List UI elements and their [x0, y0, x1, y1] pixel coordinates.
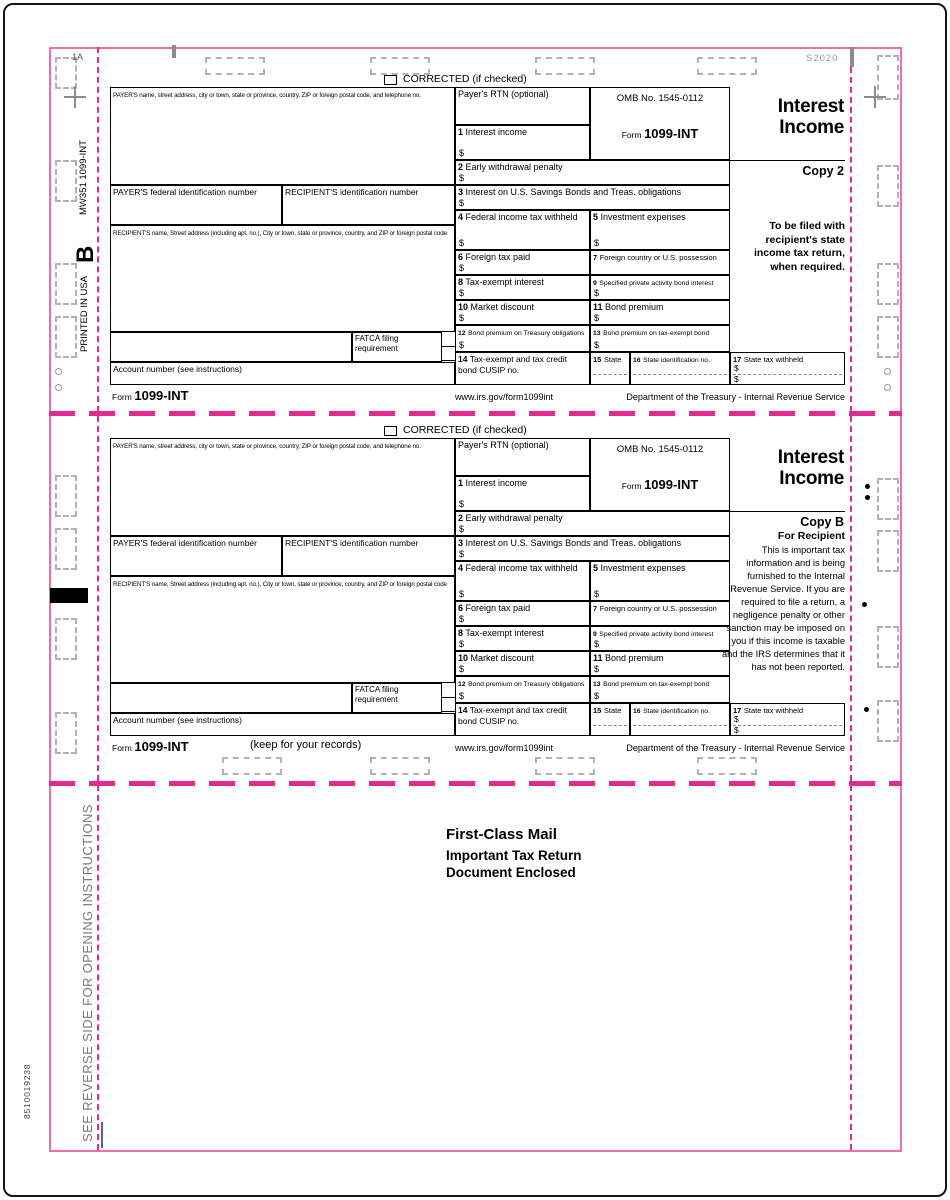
dollar-sign: $	[459, 548, 465, 559]
box-number: 16	[633, 708, 641, 715]
dollar-sign: $	[594, 663, 600, 674]
payer-name-label: PAYER'S name, street address, city or town, state or province, country, ZIP or foreign postal code, and telephone no.	[113, 443, 421, 450]
perforation-tab-mark	[877, 263, 899, 305]
box-1-interest-income	[455, 125, 590, 160]
box-label: State	[603, 706, 622, 715]
stub-product-code: MW351 1099-INT	[78, 140, 89, 215]
mailer-text-block	[446, 826, 582, 881]
state-divider-line	[633, 725, 727, 726]
copy2-note: To be filed with recipient's state income tax return, when required.	[753, 220, 845, 273]
omb-box	[590, 438, 730, 511]
copy-label: Copy B	[800, 515, 844, 529]
document-enclosed-label: Document Enclosed	[446, 865, 576, 880]
form-title-line1: Interest	[777, 96, 844, 117]
perforation-tab-mark	[55, 528, 77, 570]
registration-crosshair-icon	[874, 86, 876, 108]
box-number: 13	[593, 330, 601, 337]
box-number: 6	[458, 252, 464, 262]
form-title-line1: Interest	[777, 447, 844, 468]
perforation-tab-mark	[55, 316, 77, 358]
important-tax-return-label: Important Tax Return	[446, 848, 582, 863]
form-number-block	[593, 476, 727, 492]
box-number: 9	[593, 631, 597, 638]
box-number: 3	[458, 538, 464, 548]
perforation-tab-mark	[877, 55, 899, 100]
recipient-name-address-box	[110, 576, 455, 683]
dollar-sign: $	[594, 287, 600, 298]
box-label: Specified private activity bond interest	[599, 280, 714, 287]
opening-instructions-note: SEE REVERSE SIDE FOR OPENING INSTRUCTIONS	[80, 804, 95, 1142]
payer-name-address-box	[110, 438, 455, 536]
perforation-tab-mark	[877, 478, 899, 520]
box-label: Foreign tax paid	[465, 603, 531, 613]
copy-divider-line	[730, 511, 845, 512]
form-word: Form	[621, 129, 642, 140]
first-class-mail-label: First-Class Mail	[446, 826, 557, 843]
box-number: 9	[593, 280, 597, 287]
box-number: 10	[458, 302, 469, 312]
box-label: Early withdrawal penalty	[465, 513, 563, 523]
account-number-label: Account number (see instructions)	[113, 364, 242, 374]
box-8-tax-exempt-interest	[455, 626, 590, 651]
stub-batch-code: S2020	[806, 53, 839, 64]
stub-printed-in-usa: PRINTED IN USA	[79, 275, 90, 352]
dollar-sign: $	[734, 363, 739, 373]
box-number: 8	[458, 277, 464, 287]
registration-circle	[55, 384, 62, 391]
dollar-sign: $	[459, 237, 465, 248]
corrected-label: CORRECTED (if checked)	[403, 424, 527, 436]
box-15-state	[590, 703, 630, 736]
dollar-sign: $	[459, 523, 465, 534]
dollar-sign: $	[459, 287, 465, 298]
box-7-foreign-country	[590, 601, 730, 626]
rtn-label: Payer's RTN (optional)	[458, 440, 549, 450]
box-label: State	[603, 355, 622, 364]
box-15-state	[590, 352, 630, 385]
dollar-sign: $	[594, 339, 600, 350]
recipient-tin-label: RECIPIENT'S identification number	[285, 538, 419, 548]
fold-line-lower	[49, 781, 902, 786]
box-label: Bond premium on tax-exempt bond	[603, 330, 710, 337]
dollar-sign: $	[594, 638, 600, 649]
registration-dot	[865, 495, 870, 500]
box-11-bond-premium	[590, 300, 730, 325]
box-number: 10	[458, 653, 469, 663]
perforation-line-left	[97, 47, 99, 1150]
dollar-sign: $	[459, 638, 465, 649]
box-label: Tax-exempt and tax credit bond CUSIP no.	[458, 705, 568, 726]
registration-circle	[55, 368, 62, 375]
dollar-sign: $	[459, 588, 465, 599]
box-label: Tax-exempt interest	[465, 277, 544, 287]
blank-cell	[110, 683, 352, 713]
box-label: State identification no.	[643, 708, 710, 715]
dollar-sign: $	[459, 172, 465, 183]
registration-tick	[101, 1122, 103, 1148]
form-word: Form	[621, 480, 642, 491]
copy-divider-line	[730, 160, 845, 161]
box-17-state-tax-withheld	[730, 352, 845, 385]
box-6-foreign-tax-paid	[455, 250, 590, 275]
box-number: 16	[633, 357, 641, 364]
recipient-name-label: RECIPIENT'S name, Street address (including apt. no.), City or town, state or province, country, and ZIP or foreign postal code	[113, 581, 447, 588]
box-label: Foreign country or U.S. possession	[599, 253, 717, 262]
box-label: Market discount	[470, 302, 535, 312]
box-label: Interest income	[465, 127, 528, 137]
payer-tin-box	[110, 536, 282, 576]
box-number: 17	[733, 355, 742, 364]
recipient-name-label: RECIPIENT'S name, Street address (including apt. no.), City or town, state or province, country, and ZIP or foreign postal code	[113, 230, 447, 237]
form-title	[730, 447, 844, 489]
box-label: Interest on U.S. Savings Bonds and Treas. obligations	[465, 538, 682, 548]
stub-position-code: 1A	[72, 52, 84, 62]
perforation-tab-mark	[877, 316, 899, 358]
dollar-sign: $	[459, 663, 465, 674]
footer-department: Department of the Treasury - Internal Revenue Service	[626, 392, 845, 402]
box-13-tax-exempt-bond-premium	[590, 676, 730, 703]
form-number: 1099-INT	[134, 739, 189, 754]
box-label: Foreign tax paid	[465, 252, 531, 262]
box-number: 1	[458, 478, 464, 488]
keep-for-records-note: (keep for your records)	[250, 739, 362, 751]
rtn-label: Payer's RTN (optional)	[458, 89, 549, 99]
registration-tick	[172, 45, 176, 58]
box-16-state-id	[630, 352, 730, 385]
dollar-sign: $	[459, 197, 465, 208]
form-1099int-copy2	[110, 72, 845, 407]
box-number: 3	[458, 187, 464, 197]
perforation-tab-mark	[55, 712, 77, 754]
payer-tin-box	[110, 185, 282, 225]
state-divider-line	[593, 725, 627, 726]
box-number: 2	[458, 162, 464, 172]
recipient-tin-label: RECIPIENT'S identification number	[285, 187, 419, 197]
dollar-sign: $	[459, 690, 465, 701]
box-label: State tax withheld	[743, 355, 804, 364]
box-number: 17	[733, 706, 742, 715]
fold-line-upper	[49, 411, 902, 416]
box-label: State identification no.	[643, 357, 710, 364]
box-14-cusip	[455, 703, 590, 736]
registration-circle	[884, 368, 891, 375]
dollar-sign: $	[459, 339, 465, 350]
fatca-checkbox[interactable]	[441, 346, 456, 361]
perforation-tab-mark	[697, 757, 757, 775]
perforation-tab-mark	[535, 757, 595, 775]
rtn-box	[455, 438, 590, 476]
box-16-state-id	[630, 703, 730, 736]
dollar-sign: $	[734, 374, 739, 384]
box-number: 15	[593, 355, 602, 364]
box-3-savings-bonds	[455, 185, 730, 210]
box-14-cusip	[455, 352, 590, 385]
box-10-market-discount	[455, 651, 590, 676]
form-title-line2: Income	[779, 117, 844, 138]
box-label: Federal income tax withheld	[465, 563, 578, 573]
box-11-bond-premium	[590, 651, 730, 676]
box-2-early-withdrawal	[455, 160, 730, 185]
box-label: Bond premium on Treasury obligations	[468, 681, 585, 688]
form-number: 1099-INT	[134, 388, 189, 403]
box-5-investment-expenses	[590, 561, 730, 601]
box-2-early-withdrawal	[455, 511, 730, 536]
box-label: Foreign country or U.S. possession	[599, 604, 717, 613]
form-title-line2: Income	[779, 468, 844, 489]
rtn-box	[455, 87, 590, 125]
blank-cell	[110, 332, 352, 362]
registration-crosshair-icon	[74, 86, 76, 108]
fatca-label: FATCA filing requirement	[355, 685, 399, 704]
box-number: 6	[458, 603, 464, 613]
box-number: 7	[593, 253, 598, 262]
form-number: 1099-INT	[644, 476, 699, 492]
omb-number: OMB No. 1545-0112	[616, 444, 704, 455]
registration-dot	[862, 602, 867, 607]
box-label: State tax withheld	[743, 706, 804, 715]
dollar-sign: $	[594, 237, 600, 248]
perforation-tab-mark	[370, 757, 430, 775]
fatca-checkbox[interactable]	[441, 697, 456, 712]
perforation-tab-mark	[55, 618, 77, 660]
box-17-state-tax-withheld	[730, 703, 845, 736]
state-divider-line	[733, 725, 842, 726]
box-7-foreign-country	[590, 250, 730, 275]
payer-tin-label: PAYER'S federal identification number	[113, 187, 257, 197]
box-number: 15	[593, 706, 602, 715]
perforation-tab-mark	[222, 757, 282, 775]
copy-label: Copy 2	[802, 164, 844, 178]
state-divider-line	[633, 374, 727, 375]
corrected-label: CORRECTED (if checked)	[403, 73, 527, 85]
footer-form-id	[112, 739, 189, 754]
box-number: 12	[458, 330, 466, 337]
box-label: Early withdrawal penalty	[465, 162, 563, 172]
box-number: 8	[458, 628, 464, 638]
box-number: 7	[593, 604, 598, 613]
omb-box	[590, 87, 730, 160]
box-number: 5	[593, 563, 599, 573]
box-8-tax-exempt-interest	[455, 275, 590, 300]
dollar-sign: $	[459, 613, 465, 624]
recipient-tin-box	[282, 185, 455, 225]
box-number: 14	[458, 705, 468, 715]
corrected-checkbox[interactable]	[384, 75, 397, 85]
box-9-private-activity-bond	[590, 275, 730, 300]
box-number: 14	[458, 354, 468, 364]
perforation-tab-mark	[877, 626, 899, 668]
box-6-foreign-tax-paid	[455, 601, 590, 626]
box-12-treasury-obligations	[455, 325, 590, 352]
box-number: 4	[458, 563, 464, 573]
recipient-tin-box	[282, 536, 455, 576]
perforation-tab-mark	[55, 160, 77, 202]
footer-url: www.irs.gov/form1099int	[455, 743, 554, 753]
box-label: Bond premium	[605, 653, 664, 663]
dollar-sign: $	[459, 498, 465, 509]
footer-url: www.irs.gov/form1099int	[455, 392, 554, 402]
box-5-investment-expenses	[590, 210, 730, 250]
corrected-checkbox[interactable]	[384, 426, 397, 436]
copyb-note: This is important tax information and is being furnished to the Internal Revenue Service. If you are required to file a return, a negligence penalty or other sanction may be imposed on you if this income is taxable and the IRS determines that it has not been reported.	[722, 545, 845, 672]
box-label: Interest income	[465, 478, 528, 488]
dollar-sign: $	[459, 147, 465, 158]
box-label: Federal income tax withheld	[465, 212, 578, 222]
dollar-sign: $	[459, 312, 465, 323]
for-recipient-heading: For Recipient	[777, 530, 845, 542]
account-number-box	[110, 713, 455, 736]
box-4-federal-tax-withheld	[455, 210, 590, 250]
box-label: Investment expenses	[600, 563, 686, 573]
dollar-sign: $	[734, 725, 739, 735]
box-label: Tax-exempt interest	[465, 628, 544, 638]
box-4-federal-tax-withheld	[455, 561, 590, 601]
box-number: 5	[593, 212, 599, 222]
footer-form-id	[112, 388, 189, 403]
box-number: 4	[458, 212, 464, 222]
scan-line-mark	[50, 588, 88, 603]
fatca-label: FATCA filing requirement	[355, 334, 399, 353]
box-9-private-activity-bond	[590, 626, 730, 651]
box-label: Tax-exempt and tax credit bond CUSIP no.	[458, 354, 568, 375]
box-number: 1	[458, 127, 464, 137]
perforation-tab-mark	[55, 263, 77, 305]
perforation-tab-mark	[55, 475, 77, 517]
form-1099int-copyb	[110, 423, 845, 758]
dollar-sign: $	[594, 690, 600, 701]
box-3-savings-bonds	[455, 536, 730, 561]
payer-name-label: PAYER'S name, street address, city or town, state or province, country, ZIP or foreign postal code, and telephone no.	[113, 92, 421, 99]
omb-number: OMB No. 1545-0112	[616, 93, 704, 104]
box-number: 11	[593, 653, 603, 663]
box-1-interest-income	[455, 476, 590, 511]
box-label: Investment expenses	[600, 212, 686, 222]
registration-dot	[865, 484, 870, 489]
box-label: Specified private activity bond interest	[599, 631, 714, 638]
form-word: Form	[112, 743, 132, 753]
recipient-name-address-box	[110, 225, 455, 332]
footer-department: Department of the Treasury - Internal Revenue Service	[626, 743, 845, 753]
fatca-box	[352, 683, 442, 713]
registration-dot	[864, 707, 869, 712]
dollar-sign: $	[594, 588, 600, 599]
box-number: 13	[593, 681, 601, 688]
account-number-label: Account number (see instructions)	[113, 715, 242, 725]
dollar-sign: $	[734, 714, 739, 724]
form-title	[730, 96, 844, 138]
box-label: Market discount	[470, 653, 535, 663]
account-number-box	[110, 362, 455, 385]
registration-circle	[884, 384, 891, 391]
box-number: 2	[458, 513, 464, 523]
stub-sheet-letter: B	[72, 245, 99, 263]
payer-tin-label: PAYER'S federal identification number	[113, 538, 257, 548]
stub-print-code: 8510019238	[22, 1063, 32, 1119]
box-label: Bond premium	[605, 302, 664, 312]
box-10-market-discount	[455, 300, 590, 325]
box-label: Bond premium on tax-exempt bond	[603, 681, 710, 688]
state-divider-line	[733, 374, 842, 375]
fatca-box	[352, 332, 442, 362]
box-number: 11	[593, 302, 603, 312]
payer-name-address-box	[110, 87, 455, 185]
perforation-tab-mark	[877, 530, 899, 572]
dollar-sign: $	[594, 312, 600, 323]
box-label: Interest on U.S. Savings Bonds and Treas. obligations	[465, 187, 682, 197]
form-number-block	[593, 125, 727, 141]
dollar-sign: $	[459, 262, 465, 273]
form-word: Form	[112, 392, 132, 402]
perforation-tab-mark	[877, 165, 899, 207]
box-13-tax-exempt-bond-premium	[590, 325, 730, 352]
perforation-tab-mark	[877, 700, 899, 742]
perforation-line-right	[850, 47, 852, 1150]
box-label: Bond premium on Treasury obligations	[468, 330, 585, 337]
box-12-treasury-obligations	[455, 676, 590, 703]
box-number: 12	[458, 681, 466, 688]
state-divider-line	[593, 374, 627, 375]
form-number: 1099-INT	[644, 125, 699, 141]
registration-tick	[850, 47, 854, 67]
